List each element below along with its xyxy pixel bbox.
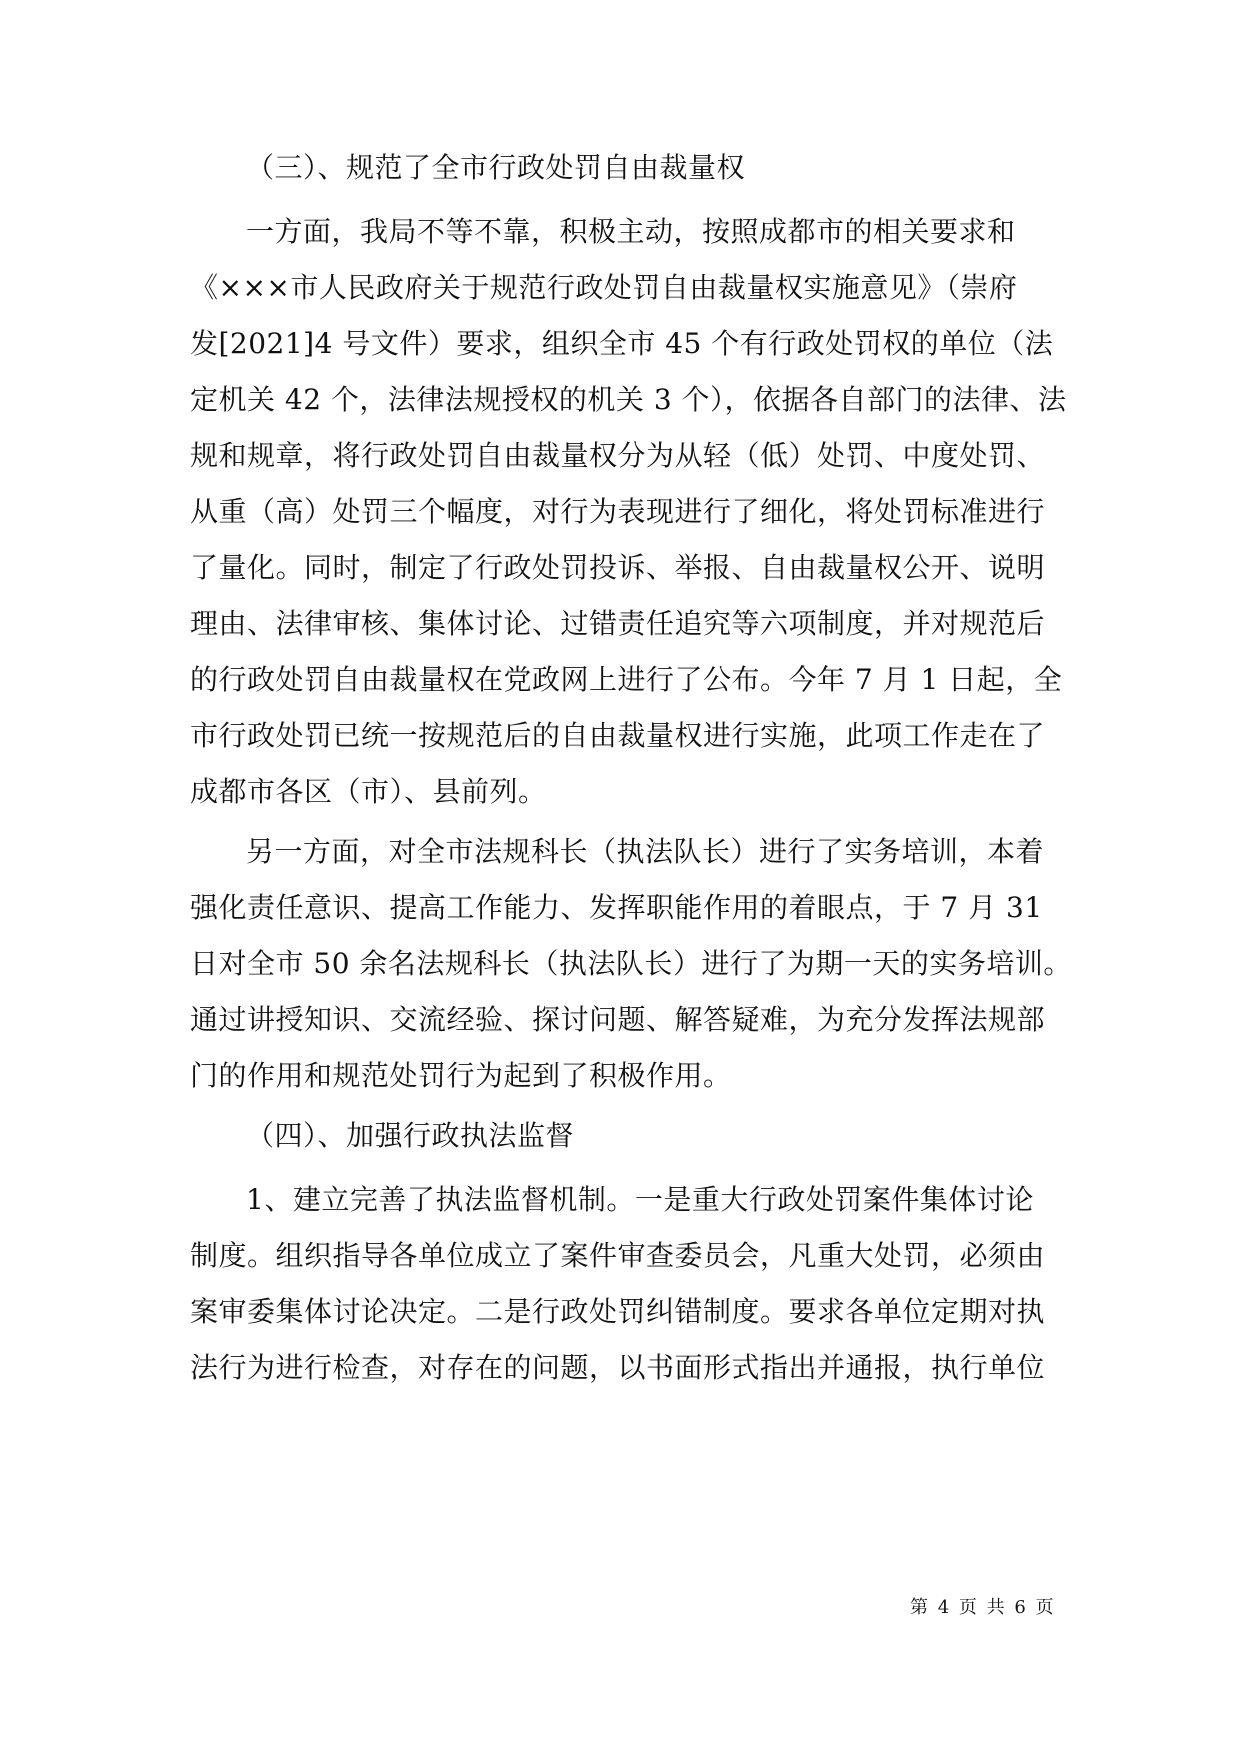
paragraph-line: 市行政处罚已统一按规范后的自由裁量权进行实施，此项工作走在了 xyxy=(190,719,1046,752)
section-heading-three: （三）、规范了全市行政处罚自由裁量权 xyxy=(246,151,746,184)
paragraph-line: 法行为进行检查，对存在的问题，以书面形式指出并通报，执行单位 xyxy=(190,1351,1046,1384)
paragraph-line: 发[2021]4 号文件）要求，组织全市 45 个有行政处罚权的单位（法 xyxy=(190,327,1054,360)
paragraph-line: 制度。组织指导各单位成立了案件审查委员会，凡重大处罚，必须由 xyxy=(190,1239,1046,1272)
paragraph-line: 成都市各区（市）、县前列。 xyxy=(190,775,547,808)
paragraph-line: 另一方面，对全市法规科长（执法队长）进行了实务培训，本着 xyxy=(246,835,1045,868)
paragraph-line: 从重（高）处罚三个幅度，对行为表现进行了细化，将处罚标准进行 xyxy=(190,495,1046,528)
paragraph-line: 的行政处罚自由裁量权在党政网上进行了公布。今年 7 月 1 日起，全 xyxy=(190,663,1063,696)
paragraph-line: 日对全市 50 余名法规科长（执法队长）进行了为期一天的实务培训。 xyxy=(190,947,1072,980)
paragraph-line: 《×××市人民政府关于规范行政处罚自由裁量权实施意见》（崇府 xyxy=(190,271,1018,304)
paragraph-line: 一方面，我局不等不靠，积极主动，按照成都市的相关要求和 xyxy=(246,215,1016,248)
paragraph-line: 理由、法律审核、集体讨论、过错责任追究等六项制度，并对规范后 xyxy=(190,607,1046,640)
paragraph-line: 了量化。同时，制定了行政处罚投诉、举报、自由裁量权公开、说明 xyxy=(190,551,1046,584)
paragraph-line: 通过讲授知识、交流经验、探讨问题、解答疑难，为充分发挥法规部 xyxy=(190,1003,1046,1036)
paragraph-line: 案审委集体讨论决定。二是行政处罚纠错制度。要求各单位定期对执 xyxy=(190,1295,1046,1328)
paragraph-line: 1、建立完善了执法监督机制。一是重大行政处罚案件集体讨论 xyxy=(246,1183,1034,1216)
paragraph-line: 定机关 42 个，法律法规授权的机关 3 个），依据各自部门的法律、法 xyxy=(190,383,1067,416)
paragraph-line: 强化责任意识、提高工作能力、发挥职能作用的着眼点，于 7 月 31 xyxy=(190,891,1043,924)
section-heading-four: （四）、加强行政执法监督 xyxy=(246,1119,575,1152)
paragraph-line: 规和规章，将行政处罚自由裁量权分为从轻（低）处罚、中度处罚、 xyxy=(190,439,1046,472)
paragraph-line: 门的作用和规范处罚行为起到了积极作用。 xyxy=(190,1059,732,1092)
page-number-footer: 第 4 页 共 6 页 xyxy=(910,1597,1056,1618)
